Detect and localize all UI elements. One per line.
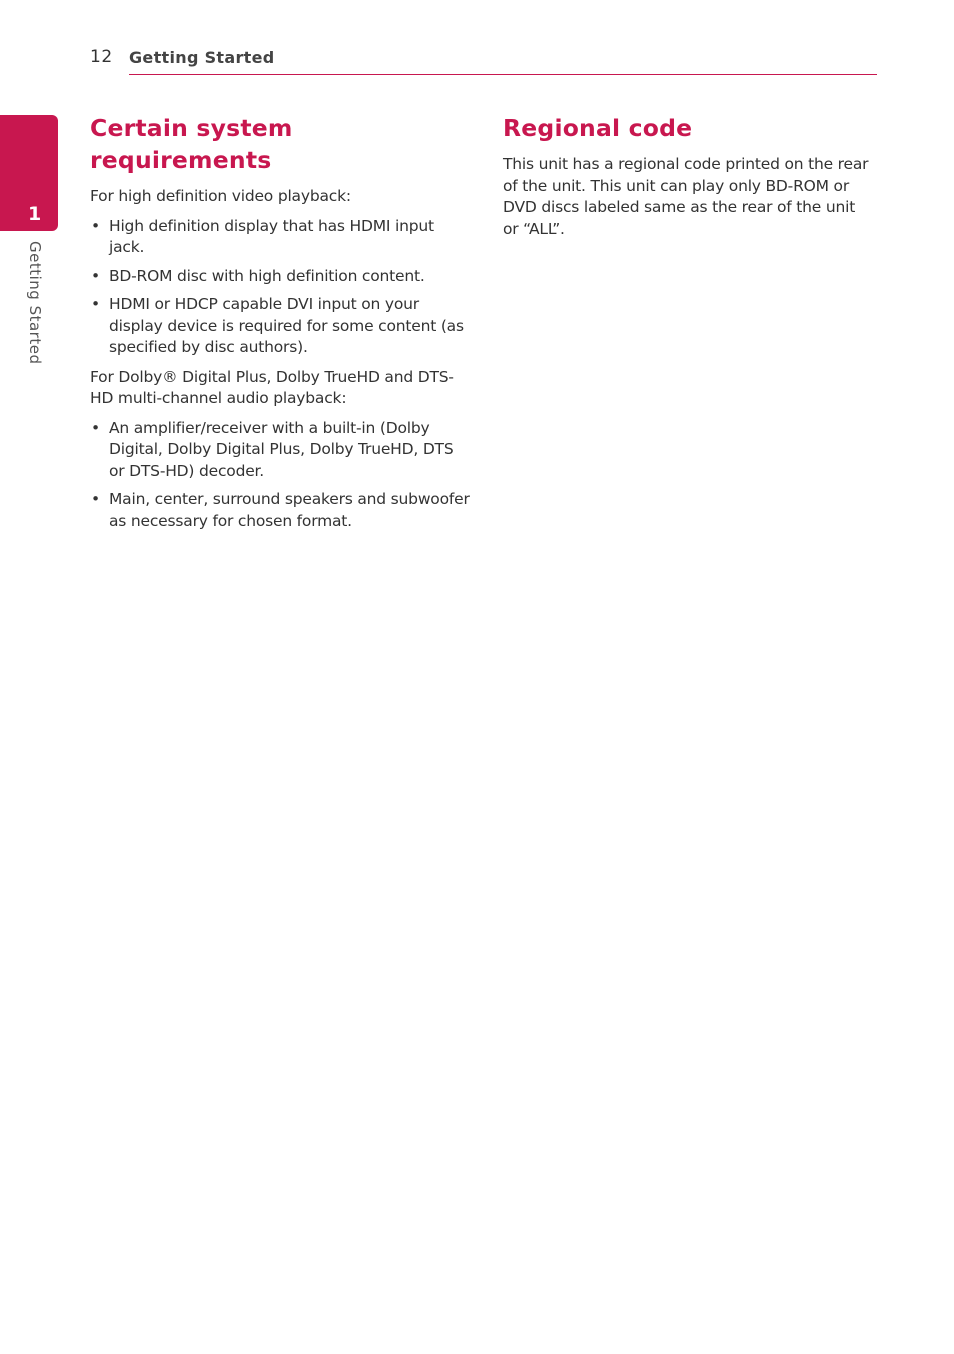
chapter-label: Getting Started [26,241,44,365]
bullet: • [91,295,100,313]
list-item: • High definition display that has HDMI input jack. [91,216,434,256]
video-requirements-list [90,216,470,359]
video-intro: For high definition video playback: [90,187,351,205]
list-item: • HDMI or HDCP capable DVI input on your display device is required for some content (as specified by disc authors). [91,295,464,356]
system-requirements-heading: Certain system requirements [90,114,293,174]
regional-code-section [503,112,875,248]
bullet: • [91,418,100,437]
regional-code-body: This unit has a regional code printed on the rear of the unit. This unit can play only BD-ROM or DVD discs labeled same as the rear of the unit or “ALL”. [503,155,869,238]
system-requirements-section [90,112,470,540]
chapter-number: 1 [28,203,42,225]
list-item: • BD-ROM disc with high definition content. [90,266,470,288]
audio-intro: For Dolby® Digital Plus, Dolby TrueHD and DTS-HD multi-channel audio playback: [90,367,454,407]
audio-requirements-list [90,418,470,533]
regional-code-heading: Regional code [503,114,693,142]
list-item: • An amplifier/receiver with a built-in (Dolby Digital, Dolby Digital Plus, Dolby TrueHD, DTS or DTS-HD) decoder. [91,418,454,480]
page-number: 12 [90,47,113,67]
bullet: • [91,490,100,508]
header-divider [129,74,877,75]
bullet: • [91,216,100,235]
bullet: • [91,266,100,285]
section-title: Getting Started [129,48,275,67]
list-item: • Main, center, surround speakers and subwoofer as necessary for chosen format. [91,490,470,530]
